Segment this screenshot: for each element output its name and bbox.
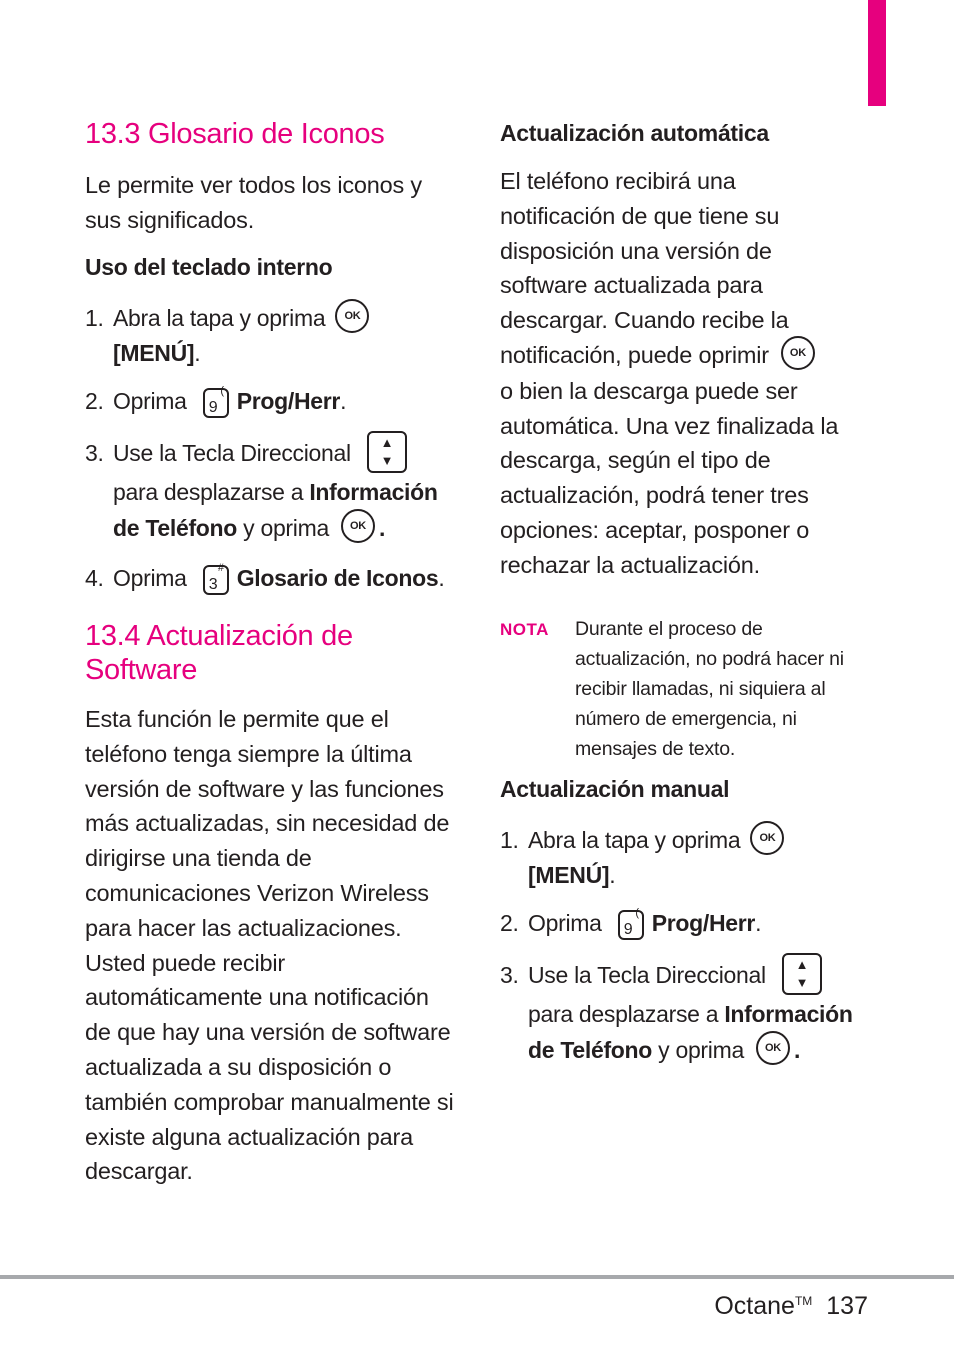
number-key-icon	[203, 384, 229, 418]
body-line: actualizada a su disposición o	[85, 1053, 392, 1080]
body-line: o bien la descarga puede ser	[500, 377, 798, 404]
manual-step-1	[500, 822, 870, 893]
step-end: .	[609, 861, 616, 888]
number-key-icon	[618, 906, 644, 940]
number-key-icon	[203, 561, 229, 595]
body-line: descargar.	[85, 1158, 193, 1185]
step-text: Oprima	[528, 910, 602, 936]
step-end: .	[438, 565, 445, 591]
note-line: actualización, no podrá hacer ni	[575, 648, 844, 670]
menu-label: [MENÚ]	[113, 339, 195, 366]
body-line: teléfono tenga siempre la última	[85, 740, 412, 767]
chapter-tab-marker	[868, 0, 886, 106]
key-symbol: #	[217, 561, 224, 574]
step-end: .	[793, 1037, 801, 1063]
step-text: Oprima	[113, 565, 187, 591]
body-line: notificación de que tiene su	[500, 202, 780, 229]
body-line: también comprobar manualmente si	[85, 1088, 454, 1115]
body-line: más actualizadas, sin necesidad de	[85, 810, 450, 837]
step-1	[85, 300, 455, 371]
step-text: para desplazarse a	[113, 479, 304, 505]
step-end: .	[378, 515, 386, 541]
menu-label: Prog/Herr	[651, 910, 756, 936]
note-text	[575, 614, 875, 764]
body-line: automática. Una vez finalizada la	[500, 412, 839, 439]
body-line: existe alguna actualización para	[85, 1123, 414, 1150]
menu-label: de Teléfono	[528, 1037, 653, 1063]
body-line: automáticamente una notificación	[85, 984, 429, 1011]
manual-step-3	[500, 956, 875, 1069]
title-line: Software	[85, 654, 198, 686]
note-line: Durante el proceso de	[575, 618, 763, 640]
key-digit: 3	[208, 575, 218, 593]
body-line	[500, 338, 880, 374]
step-number: 3.	[500, 962, 519, 989]
step-text: y oprima	[658, 1037, 744, 1063]
step-number: 2.	[85, 388, 104, 414]
step-text: Use la Tecla Direccional	[528, 962, 766, 989]
nav-key-icon: ▲ ▼	[367, 431, 407, 473]
body-line: actualización, podrá tener tres	[500, 482, 809, 509]
menu-label: Información	[309, 479, 438, 505]
step-text: Use la Tecla Direccional	[113, 440, 351, 467]
step-4	[85, 560, 460, 596]
body-text-span: notificación, puede oprimir	[500, 341, 769, 368]
step-number: 2.	[500, 910, 519, 936]
section-13-3-title: 13.3 Glosario de Iconos	[85, 118, 385, 150]
menu-label: [MENÚ]	[528, 861, 610, 888]
note-line: número de emergencia, ni	[575, 708, 797, 730]
menu-label: Glosario de Iconos	[236, 565, 439, 591]
step-number: 4.	[85, 565, 104, 591]
note-line: recibir llamadas, ni siquiera al	[575, 678, 826, 700]
ok-key-icon: OK	[781, 336, 815, 370]
section-13-4-body	[85, 702, 455, 1189]
page-footer	[714, 1292, 868, 1321]
step-3	[85, 434, 460, 547]
auto-update-subheading: Actualización automática	[500, 120, 769, 146]
ok-key-icon: OK	[341, 509, 375, 543]
body-line: opciones: aceptar, posponer o	[500, 516, 810, 543]
body-line: disposición una versión de	[500, 237, 772, 264]
page-number: 137	[826, 1292, 868, 1320]
step-text: para desplazarse a	[528, 1001, 719, 1027]
body-line: software actualizada para	[500, 272, 763, 299]
body-line: descargar. Cuando recibe la	[500, 307, 789, 334]
body-line: comunicaciones Verizon Wireless	[85, 879, 429, 906]
key-digit: 9	[208, 398, 218, 416]
body-line: versión de software y las funciones	[85, 775, 444, 802]
key-digit: 9	[623, 920, 633, 938]
note-label: NOTA	[500, 620, 549, 639]
step-number: 1.	[500, 827, 519, 853]
body-line: rechazar la actualización.	[500, 551, 760, 578]
section-13-3-intro: Le permite ver todos los iconos y sus significados.	[85, 172, 422, 233]
step-number: 3.	[85, 440, 104, 467]
body-line: para hacer las actualizaciones.	[85, 914, 402, 941]
keypad-subheading: Uso del teclado interno	[85, 254, 333, 280]
key-symbol: (	[220, 384, 224, 397]
step-text: Oprima	[113, 388, 187, 414]
note-line: mensajes de texto.	[575, 738, 736, 760]
footer-rule	[0, 1275, 954, 1279]
trademark: TM	[794, 1294, 813, 1308]
menu-label: Prog/Herr	[236, 388, 341, 414]
menu-label: Información	[724, 1001, 853, 1027]
ok-key-icon: OK	[335, 299, 369, 333]
menu-label: de Teléfono	[113, 515, 238, 541]
auto-update-body	[500, 164, 880, 583]
body-line: descarga, según el tipo de	[500, 447, 771, 474]
step-text: y oprima	[243, 515, 329, 541]
footer-brand: Octane	[714, 1292, 795, 1320]
step-end: .	[194, 339, 201, 366]
ok-key-icon: OK	[750, 821, 784, 855]
step-text: Abra la tapa y oprima	[113, 305, 326, 331]
ok-key-icon: OK	[756, 1031, 790, 1065]
title-line: 13.4 Actualización de	[85, 620, 353, 652]
key-symbol: (	[635, 906, 639, 919]
nav-key-icon: ▲ ▼	[782, 953, 822, 995]
body-line: Usted puede recibir	[85, 949, 285, 976]
step-number: 1.	[85, 305, 104, 331]
step-2	[85, 383, 455, 419]
step-text: Abra la tapa y oprima	[528, 827, 741, 853]
body-line: de que hay una versión de software	[85, 1019, 451, 1046]
body-line: dirigirse una tienda de	[85, 845, 312, 872]
step-end: .	[340, 388, 347, 414]
section-13-4-title	[85, 619, 353, 687]
body-line: Esta función le permite que el	[85, 706, 389, 732]
manual-update-subheading: Actualización manual	[500, 776, 730, 802]
body-line: El teléfono recibirá una	[500, 168, 736, 194]
manual-step-2	[500, 905, 870, 941]
step-end: .	[755, 910, 762, 936]
